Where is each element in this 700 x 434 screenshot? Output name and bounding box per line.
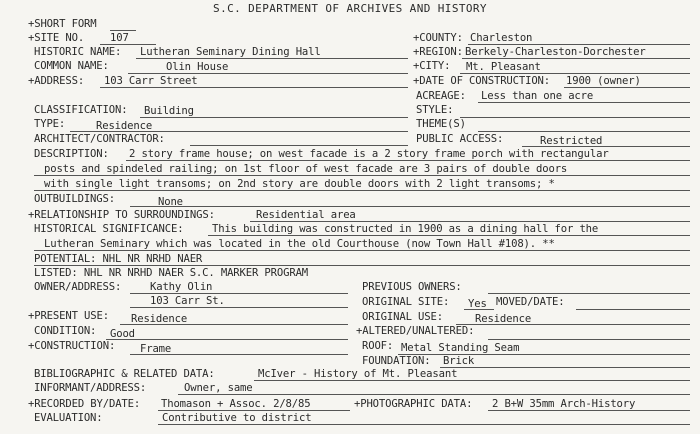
address-value: 103 Carr Street — [104, 75, 198, 87]
roof-value: Metal Standing Seam — [401, 342, 520, 354]
county-label: +COUNTY: — [413, 32, 463, 44]
photographic-data-label: +PHOTOGRAPHIC DATA: — [354, 398, 473, 410]
previous-owners-label: PREVIOUS OWNERS: — [362, 281, 462, 293]
photographic-data-value: 2 B+W 35mm Arch-History — [492, 398, 636, 410]
date-construction-label: +DATE OF CONSTRUCTION: — [413, 75, 551, 87]
construction-value: Frame — [140, 343, 172, 355]
description-rule-3 — [34, 190, 690, 191]
style-line — [460, 117, 690, 118]
description-line-1: 2 story frame house; on west facade is a 2 story frame porch with rectangular — [129, 148, 609, 160]
public-access-label: PUBLIC ACCESS: — [416, 133, 504, 145]
significance-rule-2 — [34, 250, 690, 251]
city-line — [460, 73, 690, 74]
acreage-label: ACREAGE: — [416, 90, 466, 102]
relationship-line — [250, 221, 690, 222]
description-line-3: with single light transoms; on 2nd story are double doors with 2 light transoms; * — [44, 178, 555, 190]
previous-owners-line — [488, 293, 690, 294]
historic-name-value: Lutheran Seminary Dining Hall — [140, 46, 321, 58]
condition-value: Good — [110, 328, 135, 340]
present-use-label: +PRESENT USE: — [28, 310, 109, 322]
listed-label: LISTED: NHL NR NRHD NAER S.C. MARKER PROGRAM — [34, 267, 309, 279]
informant-label: INFORMANT/ADDRESS: — [34, 382, 147, 394]
common-name-line — [128, 73, 408, 74]
owner-address-label: OWNER/ADDRESS: — [34, 281, 122, 293]
foundation-label: FOUNDATION: — [362, 355, 431, 367]
themes-label: THEME(S) — [416, 118, 466, 130]
outbuildings-line — [130, 206, 690, 207]
architect-label: ARCHITECT/CONTRACTOR: — [34, 133, 165, 145]
type-value: Residence — [96, 120, 153, 132]
county-value: Charleston — [470, 32, 533, 44]
historic-name-line — [136, 58, 408, 59]
significance-line-1: This building was constructed in 1900 as a dining hall for the — [212, 223, 599, 235]
type-label: TYPE: — [34, 118, 66, 130]
construction-label: +CONSTRUCTION: — [28, 340, 116, 352]
owner-name-value: Kathy Olin — [150, 281, 213, 293]
description-rule-2 — [34, 175, 690, 176]
region-label: +REGION: — [413, 46, 463, 58]
date-construction-line — [564, 87, 690, 88]
bibliographic-label: BIBLIOGRAPHIC & RELATED DATA: — [34, 368, 215, 380]
altered-label: +ALTERED/UNALTERED: — [356, 325, 475, 337]
common-name-value: Olin House — [166, 61, 229, 73]
original-site-label: ORIGINAL SITE: — [362, 296, 450, 308]
recorded-by-label: +RECORDED BY/DATE: — [28, 398, 141, 410]
themes-line — [478, 131, 690, 132]
original-use-value: Residence — [475, 313, 532, 325]
informant-line — [178, 394, 690, 395]
original-use-line — [456, 324, 690, 325]
region-value: Berkely-Charleston-Dorchester — [465, 46, 646, 58]
bibliographic-line — [254, 380, 690, 381]
relationship-label: +RELATIONSHIP TO SURROUNDINGS: — [28, 209, 215, 221]
relationship-value: Residential area — [256, 209, 356, 221]
owner-address-value: 103 Carr St. — [150, 295, 225, 307]
evaluation-value: Contributive to district — [162, 412, 312, 424]
roof-label: ROOF: — [362, 340, 394, 352]
informant-value: Owner, same — [184, 382, 253, 394]
construction-line — [130, 354, 348, 355]
short-form-line — [110, 30, 136, 31]
moved-date-label: MOVED/DATE: — [496, 296, 565, 308]
outbuildings-label: OUTBUILDINGS: — [34, 193, 115, 205]
page-title: S.C. DEPARTMENT OF ARCHIVES AND HISTORY — [213, 2, 487, 15]
site-no-label: +SITE NO. — [28, 32, 85, 44]
public-access-value: Restricted — [540, 135, 603, 147]
address-label: +ADDRESS: — [28, 75, 85, 87]
owner-address-line — [130, 307, 348, 308]
classification-value: Building — [144, 105, 194, 117]
city-label: +CITY: — [413, 60, 451, 72]
potential-label: POTENTIAL: NHL NR NRHD NAER — [34, 253, 203, 265]
recorded-by-line — [158, 410, 350, 411]
short-form-label: +SHORT FORM — [28, 18, 97, 30]
architect-line — [190, 145, 408, 146]
original-use-label: ORIGINAL USE: — [362, 311, 443, 323]
present-use-line — [120, 324, 348, 325]
condition-label: CONDITION: — [34, 325, 97, 337]
present-use-value: Residence — [131, 313, 188, 325]
original-site-value: Yes — [468, 298, 487, 310]
outbuildings-value: None — [158, 196, 183, 208]
recorded-by-value: Thomason + Assoc. 2/8/85 — [161, 398, 311, 410]
address-line — [100, 87, 408, 88]
description-label: DESCRIPTION: — [34, 148, 109, 160]
description-line-2: posts and spindeled railing; on 1st floor of west facade are 3 pairs of double doors — [44, 163, 568, 175]
historic-name-label: HISTORIC NAME: — [34, 46, 122, 58]
significance-rule-1 — [208, 235, 690, 236]
site-no-value: 107 — [110, 32, 129, 44]
common-name-label: COMMON NAME: — [34, 60, 109, 72]
acreage-line — [478, 102, 690, 103]
evaluation-label: EVALUATION: — [34, 412, 103, 424]
city-value: Mt. Pleasant — [466, 61, 541, 73]
moved-date-line — [576, 309, 690, 310]
classification-label: CLASSIFICATION: — [34, 104, 128, 116]
region-line — [462, 58, 690, 59]
public-access-line — [522, 146, 690, 147]
photographic-data-line — [488, 410, 690, 411]
site-no-line — [100, 44, 156, 45]
style-label: STYLE: — [416, 104, 454, 116]
date-construction-value: 1900 (owner) — [566, 75, 641, 87]
roof-line — [398, 354, 690, 355]
significance-label: HISTORICAL SIGNIFICANCE: — [34, 223, 184, 235]
foundation-value: Brick — [443, 355, 475, 367]
classification-line — [140, 117, 408, 118]
altered-line — [488, 339, 690, 340]
significance-line-2: Lutheran Seminary which was located in the old Courthouse (now Town Hall #108). ** — [44, 238, 555, 250]
acreage-value: Less than one acre — [481, 90, 594, 102]
evaluation-line — [158, 424, 690, 425]
type-line — [70, 131, 408, 132]
owner-name-line — [130, 293, 348, 294]
potential-line — [34, 265, 690, 266]
bibliographic-value: McIver - History of Mt. Pleasant — [258, 368, 458, 380]
county-line — [468, 44, 690, 45]
foundation-line — [440, 367, 690, 368]
condition-line — [106, 339, 348, 340]
original-site-line — [464, 309, 494, 310]
description-rule-1 — [126, 160, 690, 161]
